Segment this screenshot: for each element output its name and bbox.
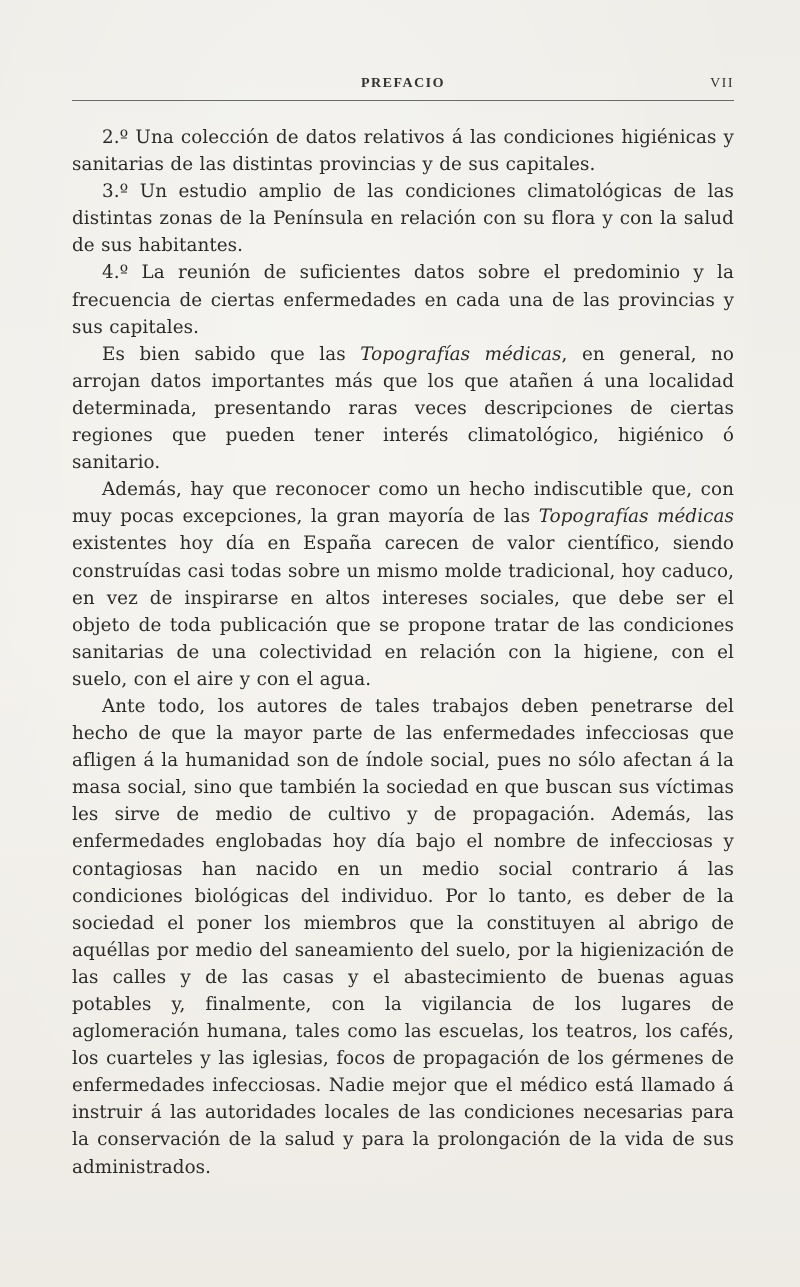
paragraph-topografias <box>72 341 734 476</box>
paragraph-text: Es bien sabido que las <box>102 343 361 365</box>
paragraph-text: , en general, no arrojan datos importantes más que los que atañen á una localidad determinada, presentando raras veces descripciones de ciertas regiones que pueden tener interés climatológico, higiénico ó sanitario. <box>72 343 734 474</box>
running-title: PREFACIO <box>360 76 446 91</box>
paragraph-item-3 <box>72 178 734 259</box>
italic-title: Topografías médicas <box>538 506 734 528</box>
paragraph-text: 2.º Una colección de datos relativos á las condiciones higiénicas y sanitarias de las distintas provincias y de sus capitales. <box>72 127 734 176</box>
paragraph-text: Ante todo, los autores de tales trabajos deben penetrarse del hecho de que la mayor parte de las enfermedades infecciosas que afligen á la humanidad son de índole social, pues no sólo afectan á la masa social, sino que también la sociedad en que buscan sus víctimas les sirve de medio de cultivo y de propagación. Además, las enfermedades englobadas hoy día bajo el nombre de infecciosas y contagiosas han nacido en un medio social contrario á las condiciones biológicas del individuo. Por lo tanto, es deber de la sociedad el poner los miembros que la constituyen al abrigo de aquéllas por medio del saneamiento del suelo, por la higienización de las calles y de las casas y el abastecimiento de buenas aguas potables y, finalmente, con la vigilancia de los lugares de aglomeración humana, tales como las escuelas, los teatros, los cafés, los cuarteles y las iglesias, focos de propagación de los gérmenes de enfermedades infecciosas. Nadie mejor que el médico está llamado á instruir á las autoridades locales de las condiciones necesarias para la conservación de la salud y para la prolongación de la vida de sus administrados. <box>72 695 734 1178</box>
paragraph-ademas <box>72 476 734 693</box>
paragraph-text: 3.º Un estudio amplio de las condiciones climatológicas de las distintas zonas de la Península en relación con su flora y con la salud de sus habitantes. <box>72 181 734 257</box>
italic-title: Topografías médicas <box>360 343 562 365</box>
page-number: VII <box>710 76 734 91</box>
paragraph-text: Además, hay que reconocer como un hecho indiscutible que, con muy pocas excepciones, la gran mayoría de las <box>72 479 734 528</box>
header-rule <box>72 100 734 101</box>
paragraph-text: 4.º La reunión de suficientes datos sobre el predominio y la frecuencia de ciertas enfermedades en cada una de las provincias y sus capitales. <box>72 262 734 338</box>
paragraph-ante-todo <box>72 693 734 1181</box>
paragraph-item-2 <box>72 124 734 178</box>
paragraph-text: existentes hoy día en España carecen de valor científico, siendo construídas casi todas sobre un mismo molde tradicional, hoy caduco, en vez de inspirarse en altos intereses sociales, que debe ser el objeto de toda publicación que se propone tratar de las condiciones sanitarias de una colectividad en relación con la higiene, con el suelo, con el aire y con el agua. <box>72 533 734 690</box>
running-head <box>72 76 734 100</box>
paragraph-item-4 <box>72 259 734 340</box>
body-text <box>72 124 734 1181</box>
